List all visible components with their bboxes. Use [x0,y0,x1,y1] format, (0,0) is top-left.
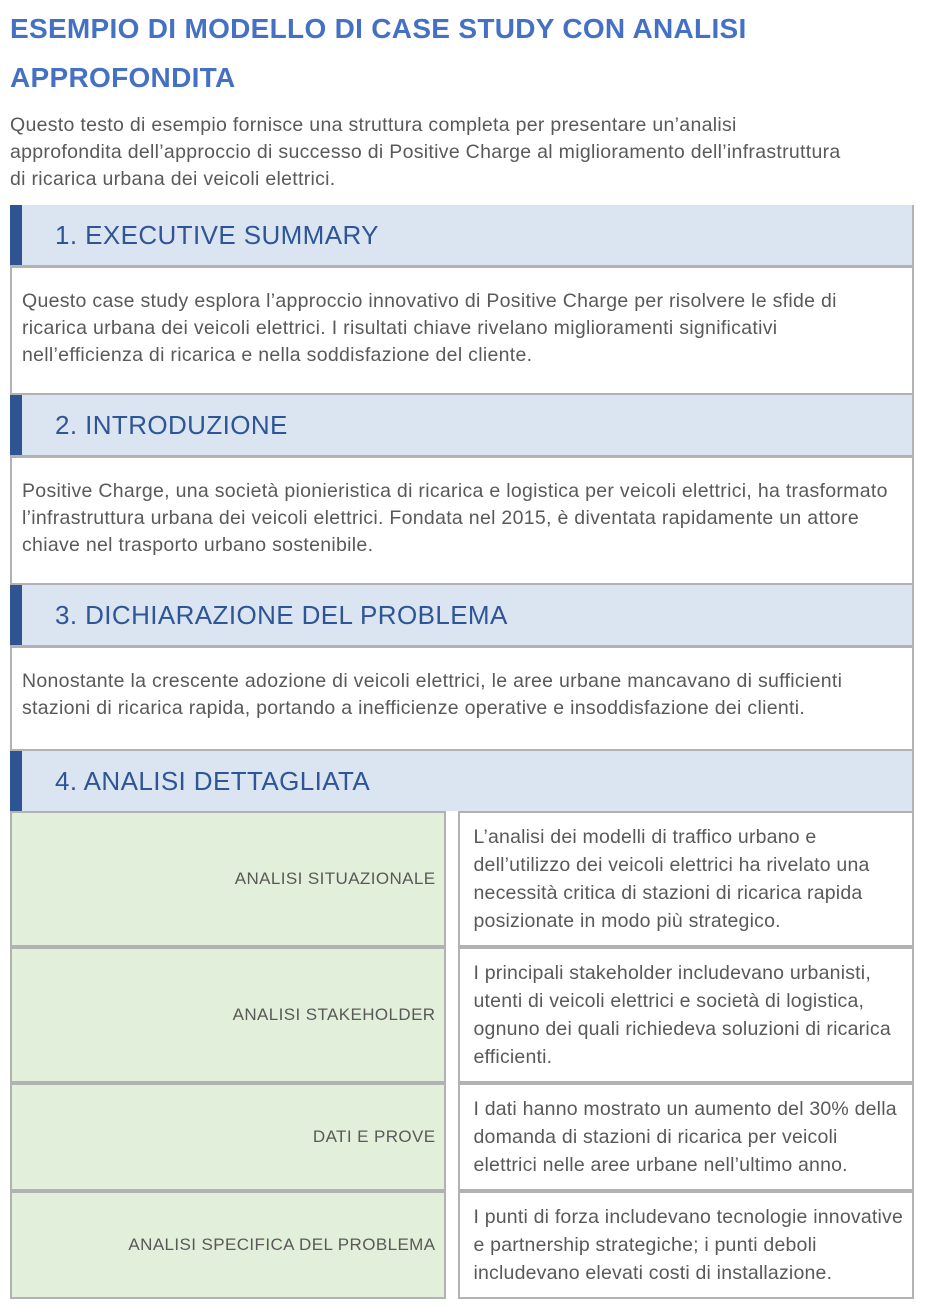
section-body: Positive Charge, una società pionieristica di ricarica e logistica per veicoli elettrici, ha trasformato l’infrastruttura urbana dei veicoli elettrici. Fondata nel 2015, è diventata rapidamente un attore chiave nel trasporto urbano sostenibile. [10,455,914,585]
section-introduzione [10,395,914,585]
page-title: ESEMPIO DI MODELLO DI CASE STUDY CON ANALISI APPROFONDITA [10,13,747,93]
table-row [10,1083,914,1191]
section-header [10,205,914,265]
section-header [10,585,914,645]
section-analisi-dettagliata [10,751,914,1299]
section-body: Nonostante la crescente adozione di veicoli elettrici, le aree urbane mancavano di sufficienti stazioni di ricarica rapida, portando a inefficienze operative e insoddisfazione dei clienti. [10,645,914,751]
section-heading: 3. DICHIARAZIONE DEL PROBLEMA [55,599,508,630]
section-executive-summary [10,205,914,395]
section-accent-bar [10,395,22,455]
row-label-cell: ANALISI SPECIFICA DEL PROBLEMA [10,1191,446,1299]
section-body: Questo case study esplora l’approccio innovativo di Positive Charge per risolvere le sfide di ricarica urbana dei veicoli elettrici. I risultati chiave rivelano miglioramenti significativi nell’efficienza di ricarica e nella soddisfazione del cliente. [10,265,914,395]
table-row [10,811,914,947]
section-accent-bar [10,751,22,811]
row-text-cell: I punti di forza includevano tecnologie innovative e partnership strategiche; i punti deboli includevano elevati costi di installazione. [458,1191,914,1299]
section-header [10,751,914,811]
table-row [10,947,914,1083]
table-row [10,1191,914,1299]
row-label-cell: DATI E PROVE [10,1083,446,1191]
section-accent-bar [10,205,22,265]
section-heading: 1. EXECUTIVE SUMMARY [55,219,379,250]
section-dichiarazione-problema [10,585,914,751]
row-text-cell: L’analisi dei modelli di traffico urbano e dell’utilizzo dei veicoli elettrici ha rivelato una necessità critica di stazioni di ricarica rapida posizionate in modo più strategico. [458,811,914,947]
intro-paragraph: Questo testo di esempio fornisce una struttura completa per presentare un’analisi approfondita dell’approccio di successo di Positive Charge al miglioramento dell’infrastruttura di ricarica urbana dei veicoli elettrici. [10,114,841,190]
section-heading: 4. ANALISI DETTAGLIATA [55,765,371,796]
row-label-cell: ANALISI SITUAZIONALE [10,811,446,947]
analysis-table [0,811,925,1299]
section-header [10,395,914,455]
row-text-cell: I dati hanno mostrato un aumento del 30% della domanda di stazioni di ricarica per veicoli elettrici nelle aree urbane nell’ultimo anno. [458,1083,914,1191]
section-accent-bar [10,585,22,645]
section-heading: 2. INTRODUZIONE [55,409,288,440]
row-text-cell: I principali stakeholder includevano urbanisti, utenti di veicoli elettrici e società di logistica, ognuno dei quali richiedeva soluzioni di ricarica efficienti. [458,947,914,1083]
row-label-cell: ANALISI STAKEHOLDER [10,947,446,1083]
